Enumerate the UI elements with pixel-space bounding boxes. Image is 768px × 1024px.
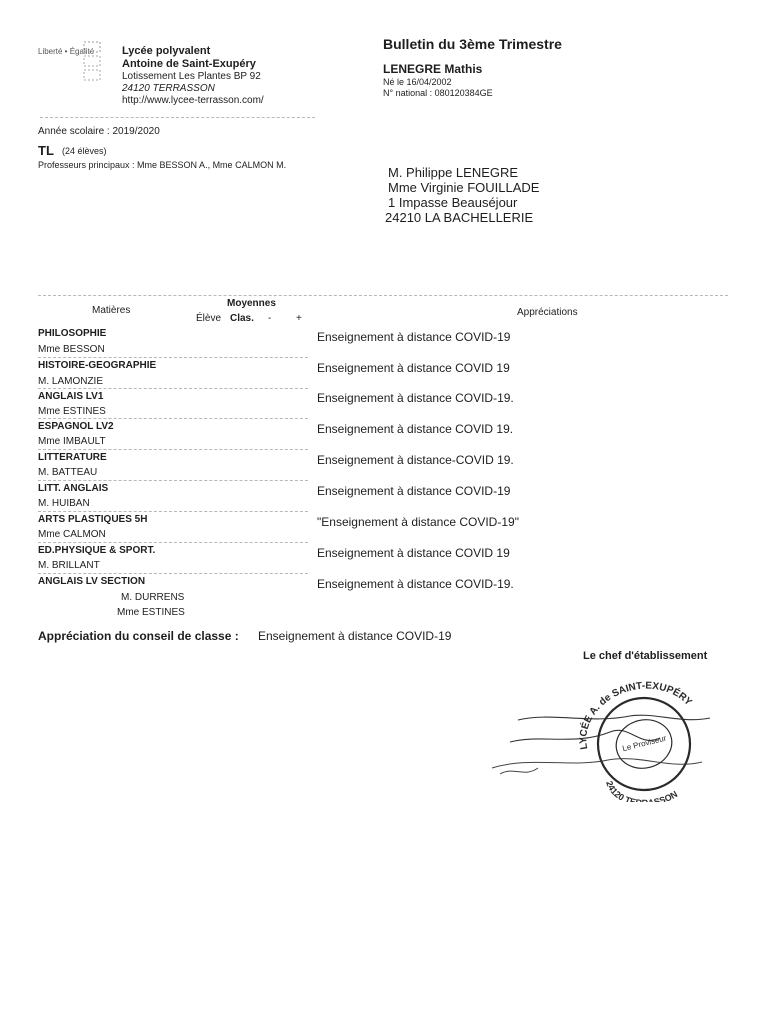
students-count: (24 élèves) — [62, 146, 107, 156]
subject-name: ANGLAIS LV SECTION — [38, 576, 146, 587]
subject-appreciation: Enseignement à distance COVID 19 — [317, 546, 510, 560]
school-name-line2: Antoine de Saint-Exupéry — [122, 58, 256, 70]
subject-appreciation: Enseignement à distance COVID 19. — [317, 422, 514, 436]
stamp-ring-text: LYCÉE A. de SAINT-EXUPÉRY — [578, 680, 694, 751]
subject-teacher: M. BRILLANT — [38, 560, 100, 571]
bulletin-title: Bulletin du 3ème Trimestre — [383, 36, 562, 52]
subject-name: LITT. ANGLAIS — [38, 483, 109, 494]
stamp-bottom-text: 24120 TERRASSON — [604, 779, 680, 802]
subject-appreciation: Enseignement à distance COVID-19 — [317, 330, 511, 344]
svg-text:LYCÉE A. de SAINT-EXUPÉRY — [567, 672, 700, 751]
school-stamp — [480, 672, 720, 802]
school-name-line1: Lycée polyvalent — [122, 45, 211, 57]
school-address1: Lotissement Les Plantes BP 92 — [122, 71, 261, 82]
subject-teacher: M. LAMONZIE — [38, 376, 104, 387]
subject-name: ESPAGNOL LV2 — [38, 421, 114, 432]
subject-appreciation: "Enseignement à distance COVID-19" — [317, 515, 519, 529]
subject-appreciation: Enseignement à distance COVID-19 — [317, 484, 511, 498]
subject-name: ED.PHYSIQUE & SPORT. — [38, 545, 156, 556]
subject-appreciation: Enseignement à distance COVID-19. — [317, 391, 514, 405]
subject-appreciation: Enseignement à distance-COVID 19. — [317, 453, 514, 467]
col-subjects: Matières — [92, 305, 131, 316]
recipient-line2: Mme Virginie FOUILLADE — [388, 180, 540, 195]
recipient-line4: 24210 LA BACHELLERIE — [385, 210, 534, 225]
subject-name: ANGLAIS LV1 — [38, 391, 104, 402]
col-averages: Moyennes — [227, 298, 276, 309]
col-plus: + — [296, 313, 302, 324]
student-national-id: N° national : 080120384GE — [383, 88, 493, 98]
school-website[interactable]: http://www.lycee-terrasson.com/ — [122, 95, 264, 106]
recipient-line1: M. Philippe LENEGRE — [388, 165, 519, 180]
class-code: TL — [38, 143, 54, 158]
student-birth: Né le 16/04/2002 — [383, 77, 452, 87]
subject-name: ARTS PLASTIQUES 5H — [38, 514, 148, 525]
col-appreciations: Appréciations — [517, 307, 578, 318]
subject-appreciation: Enseignement à distance COVID-19. — [317, 577, 514, 591]
subject-name: LITTERATURE — [38, 452, 107, 463]
col-minus: - — [268, 313, 272, 324]
marianne-logo-icon — [82, 40, 104, 90]
republic-tag: Liberté • Égalité — [38, 47, 95, 56]
council-label: Appréciation du conseil de classe : — [38, 629, 239, 643]
subject-name: HISTOIRE-GEOGRAPHIE — [38, 360, 157, 371]
subject-teacher: M. HUIBAN — [38, 498, 90, 509]
col-class: Clas. — [230, 313, 254, 324]
student-name: LENEGRE Mathis — [383, 62, 483, 76]
subject-teacher: Mme BESSON — [38, 344, 105, 355]
subject-teacher: M. BATTEAU — [38, 467, 98, 478]
principal-teachers: Professeurs principaux : Mme BESSON A., Mme CALMON M. — [38, 160, 287, 170]
subject-teacher: Mme ESTINES — [38, 406, 106, 417]
subject-teacher-2: Mme ESTINES — [117, 607, 185, 618]
subject-teacher: Mme CALMON — [38, 529, 106, 540]
school-address2: 24120 TERRASSON — [122, 83, 215, 94]
subject-teacher: Mme IMBAULT — [38, 436, 106, 447]
col-student: Élève — [196, 313, 222, 324]
subject-appreciation: Enseignement à distance COVID 19 — [317, 361, 510, 375]
subject-name: PHILOSOPHIE — [38, 328, 107, 339]
signature-title: Le chef d'établissement — [583, 650, 708, 662]
stamp-center-text: Le Proviseur — [621, 733, 668, 754]
recipient-line3: 1 Impasse Beauséjour — [388, 195, 518, 210]
council-text: Enseignement à distance COVID-19 — [258, 629, 452, 643]
school-year: Année scolaire : 2019/2020 — [38, 126, 160, 137]
subject-teacher: M. DURRENS — [121, 592, 185, 603]
